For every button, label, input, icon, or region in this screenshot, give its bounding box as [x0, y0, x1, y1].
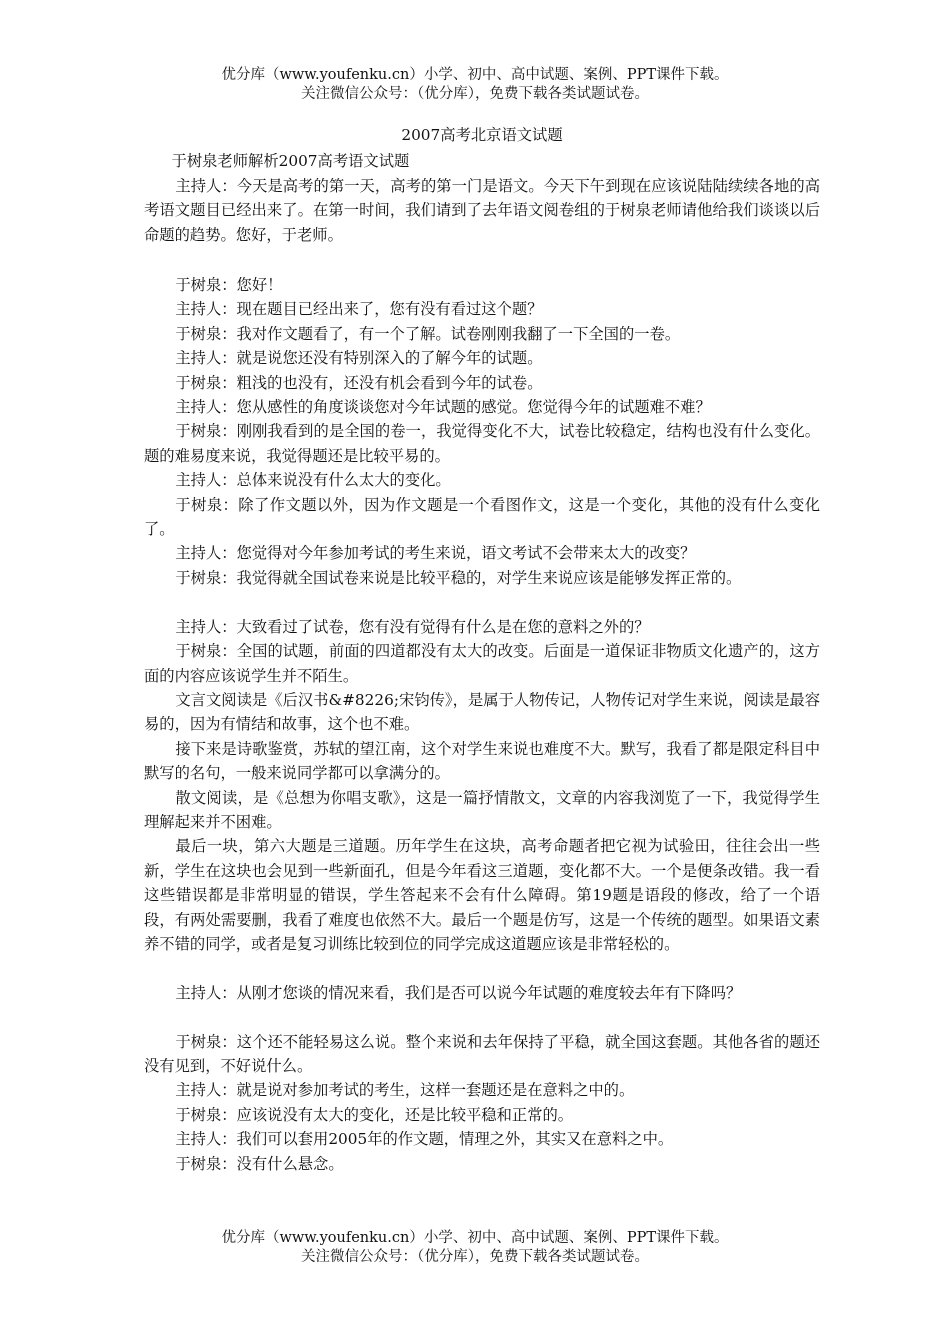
paragraph: 主持人：大致看过了试卷，您有没有觉得有什么是在您的意料之外的？ [175, 617, 650, 636]
paragraph: 主持人：从刚才您谈的情况来看，我们是否可以说今年试题的难度较去年有下降吗？ [175, 983, 742, 1002]
header-line-1: 优分库（www.youfenku.cn）小学、初中、高中试题、案例、PPT课件下载。 [221, 67, 729, 83]
document-subtitle: 于树泉老师解析2007高考语文试题 [171, 152, 410, 171]
paragraph: 最后一块，第六大题是三道题。历年学生在这块，高考命题者把它视为试验田，往往会出一些新，学生在这块也会见到一些新面孔，但是今年看这三道题，变化都不大。一个是便条改错。我一看这些错误都是非常明显的错误，学生答起来不会有什么障碍。第19题是语段的修改，给了一个语段，有两处需要删，我看了难度也依然不大。最后一个题是仿写，这是一个传统的题型。如果语文素养不错的同学，或者是复习训练比较到位的同学完成这道题应该是非常轻松的。 [144, 837, 820, 953]
paragraph: 文言文阅读是《后汉书&#8226;宋钧传》，是属于人物传记，人物传记对学生来说，阅读是最容易的，因为有情结和故事，这个也不难。 [144, 690, 820, 734]
paragraph: 主持人：您从感性的角度谈谈您对今年试题的感觉。您觉得今年的试题难不难？ [175, 398, 711, 417]
paragraph: 散文阅读，是《总想为你唱支歌》，这是一篇抒情散文，文章的内容我浏览了一下，我觉得学生理解起来并不困难。 [144, 788, 820, 831]
spacer [144, 1005, 820, 1029]
paragraph: 主持人：总体来说没有什么太大的变化。 [175, 471, 451, 490]
paragraph: 于树泉：您好！ [175, 276, 283, 295]
paragraph: 主持人：今天是高考的第一天，高考的第一门是语文。今天下午到现在应该说陆陆续续各地的高考语文题目已经出来了。在第一时间，我们请到了去年语文阅卷组的于树泉老师请他给我们谈谈以后命题的趋势。您好，于老师。 [144, 176, 820, 244]
paragraph: 主持人：我们可以套用2005年的作文题，情理之外，其实又在意料之中。 [175, 1130, 674, 1149]
spacer [144, 247, 820, 273]
document-body [144, 123, 820, 1176]
document-title: 2007高考北京语文试题 [401, 126, 563, 144]
paragraph: 主持人：就是说您还没有特别深入的了解今年的试题。 [175, 349, 543, 368]
paragraph: 主持人：现在题目已经出来了，您有没有看过这个题？ [175, 300, 543, 319]
paragraph: 于树泉：应该说没有太大的变化，还是比较平稳和正常的。 [175, 1105, 574, 1124]
paragraph: 于树泉：全国的试题，前面的四道都没有太大的改变。后面是一道保证非物质文化遗产的，这方面的内容应该说学生并不陌生。 [144, 642, 820, 685]
spacer [144, 956, 820, 980]
paragraph: 于树泉：我觉得就全国试卷来说是比较平稳的，对学生来说应该是能够发挥正常的。 [175, 568, 742, 587]
paragraph: 主持人：就是说对参加考试的考生，这样一套题还是在意料之中的。 [175, 1081, 635, 1100]
footer-line-2: 关注微信公众号：（优分库），免费下载各类试题试卷。 [301, 1249, 649, 1265]
paragraph: 主持人：您觉得对今年参加考试的考生来说，语文考试不会带来太大的改变？ [175, 544, 696, 563]
paragraph: 于树泉：没有什么悬念。 [175, 1154, 344, 1173]
paragraph: 于树泉：除了作文题以外，因为作文题是一个看图作文，这是一个变化，其他的没有什么变化了。 [144, 495, 820, 539]
header-line-2: 关注微信公众号：（优分库），免费下载各类试题试卷。 [301, 86, 649, 102]
footer-line-1: 优分库（www.youfenku.cn）小学、初中、高中试题、案例、PPT课件下载。 [221, 1230, 729, 1246]
paragraph: 于树泉：刚刚我看到的是全国的卷一，我觉得变化不大，试卷比较稳定，结构也没有什么变化。题的难易度来说，我觉得题还是比较平易的。 [144, 422, 820, 465]
spacer [144, 590, 820, 614]
paragraph: 于树泉：粗浅的也没有，还没有机会看到今年的试卷。 [175, 373, 543, 392]
paragraph: 接下来是诗歌鉴赏，苏轼的望江南，这个对学生来说也难度不大。默写，我看了都是限定科目中默写的名句，一般来说同学都可以拿满分的。 [144, 739, 820, 783]
header-banner [0, 66, 950, 104]
footer-banner [0, 1229, 950, 1267]
paragraph: 于树泉：我对作文题看了，有一个了解。试卷刚刚我翻了一下全国的一卷。 [175, 324, 681, 343]
paragraph: 于树泉：这个还不能轻易这么说。整个来说和去年保持了平稳，就全国这套题。其他各省的题还没有见到，不好说什么。 [144, 1032, 820, 1075]
